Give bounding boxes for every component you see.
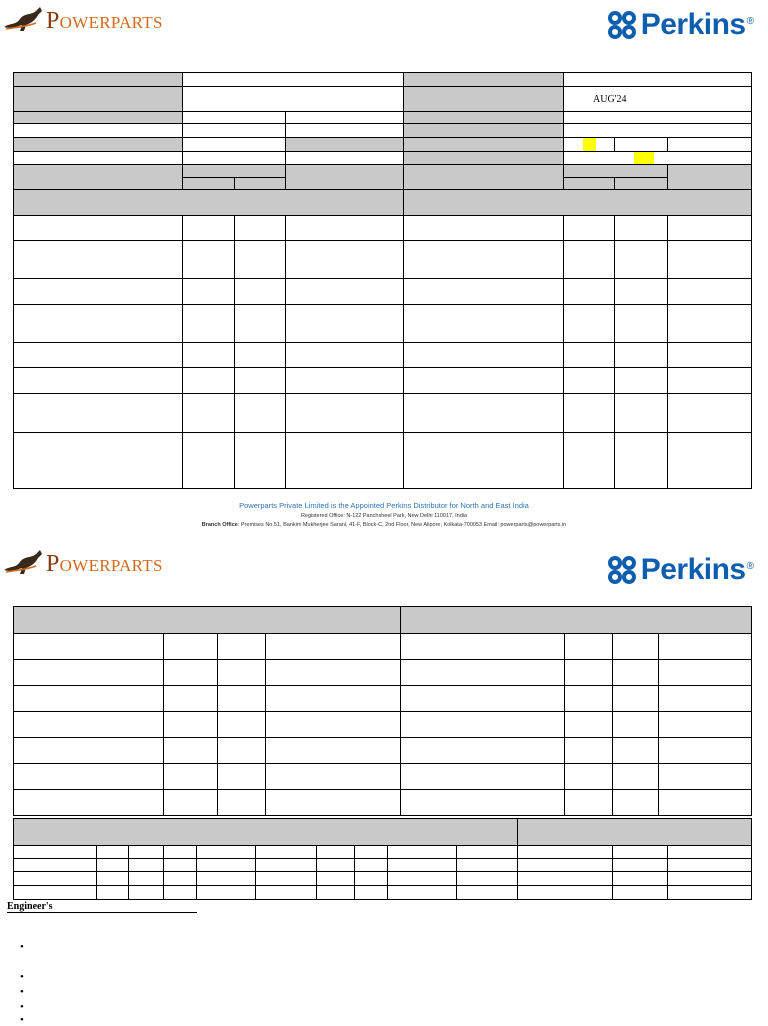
input-cell[interactable]	[14, 886, 97, 900]
input-cell[interactable]	[183, 394, 235, 433]
header-cell	[668, 165, 752, 190]
input-cell[interactable]	[286, 368, 404, 394]
input-cell[interactable]	[518, 859, 613, 872]
input-cell[interactable]	[668, 886, 752, 900]
input-cell[interactable]	[14, 241, 183, 279]
input-cell[interactable]	[401, 738, 565, 764]
input-cell[interactable]	[14, 738, 164, 764]
input-cell[interactable]	[564, 112, 752, 124]
section-header	[14, 607, 401, 634]
logo-wordmark: OWERPARTS	[59, 13, 163, 32]
input-cell[interactable]	[565, 790, 613, 816]
input-cell[interactable]	[14, 764, 164, 790]
input-cell[interactable]	[97, 886, 129, 900]
input-cell[interactable]	[457, 872, 518, 886]
input-cell[interactable]	[286, 394, 404, 433]
input-cell[interactable]	[14, 859, 97, 872]
input-cell[interactable]	[564, 152, 752, 165]
input-cell[interactable]	[286, 152, 404, 165]
input-cell[interactable]	[14, 634, 164, 660]
input-cell[interactable]	[388, 859, 457, 872]
input-cell[interactable]	[235, 241, 286, 279]
input-cell[interactable]	[564, 343, 615, 368]
input-cell[interactable]	[235, 394, 286, 433]
input-cell[interactable]	[317, 859, 355, 872]
input-cell[interactable]	[235, 343, 286, 368]
input-cell[interactable]	[659, 660, 752, 686]
input-cell[interactable]	[197, 846, 256, 859]
input-cell[interactable]	[286, 279, 404, 305]
input-cell[interactable]	[355, 872, 388, 886]
input-cell[interactable]	[183, 73, 404, 87]
input-cell[interactable]	[266, 686, 401, 712]
input-cell[interactable]	[564, 216, 615, 241]
input-cell[interactable]	[564, 241, 615, 279]
input-cell[interactable]	[457, 859, 518, 872]
input-cell[interactable]	[565, 712, 613, 738]
input-cell[interactable]	[164, 634, 218, 660]
input-cell[interactable]	[404, 279, 564, 305]
input-cell[interactable]	[14, 343, 183, 368]
input-cell[interactable]	[218, 738, 266, 764]
header-cell	[235, 178, 286, 190]
input-cell[interactable]	[286, 433, 404, 489]
input-cell[interactable]	[564, 368, 615, 394]
input-cell[interactable]	[668, 138, 752, 152]
input-cell[interactable]	[235, 305, 286, 343]
input-cell[interactable]	[401, 686, 565, 712]
input-cell[interactable]	[401, 764, 565, 790]
input-cell[interactable]	[183, 152, 286, 165]
input-cell[interactable]	[97, 846, 129, 859]
input-cell[interactable]	[355, 886, 388, 900]
input-cell[interactable]	[183, 87, 404, 112]
input-cell[interactable]	[183, 305, 235, 343]
input-cell[interactable]	[615, 216, 668, 241]
input-cell[interactable]	[668, 216, 752, 241]
header-cell	[286, 138, 404, 152]
input-cell[interactable]	[129, 886, 164, 900]
input-cell[interactable]	[404, 433, 564, 489]
input-cell[interactable]	[668, 368, 752, 394]
input-cell[interactable]	[197, 859, 256, 872]
input-cell[interactable]	[404, 305, 564, 343]
input-cell[interactable]	[668, 859, 752, 872]
input-cell[interactable]	[183, 368, 235, 394]
input-cell[interactable]	[668, 241, 752, 279]
header-cell	[183, 178, 235, 190]
perkins-logo	[607, 8, 754, 42]
input-cell[interactable]	[668, 343, 752, 368]
input-cell[interactable]	[317, 846, 355, 859]
input-cell[interactable]	[659, 712, 752, 738]
header-cell	[14, 165, 183, 190]
input-cell[interactable]	[235, 216, 286, 241]
header-cell	[404, 87, 564, 112]
input-cell[interactable]	[164, 859, 197, 872]
bullet-icon: •	[20, 986, 24, 998]
input-cell[interactable]	[286, 343, 404, 368]
header-cell	[404, 124, 564, 138]
input-cell[interactable]	[129, 846, 164, 859]
input-cell[interactable]	[613, 712, 659, 738]
input-cell[interactable]	[14, 394, 183, 433]
input-cell[interactable]	[286, 241, 404, 279]
input-cell[interactable]	[183, 433, 235, 489]
input-cell[interactable]	[564, 279, 615, 305]
input-cell[interactable]	[183, 112, 286, 124]
input-cell[interactable]	[564, 138, 615, 152]
input-cell[interactable]	[668, 394, 752, 433]
input-cell[interactable]	[164, 764, 218, 790]
input-cell[interactable]	[286, 216, 404, 241]
input-cell[interactable]	[164, 686, 218, 712]
powerparts-logo	[2, 5, 163, 35]
input-cell[interactable]	[564, 394, 615, 433]
input-cell[interactable]	[615, 305, 668, 343]
input-cell[interactable]	[613, 660, 659, 686]
registered-mark: ®	[746, 560, 754, 572]
input-cell[interactable]	[266, 764, 401, 790]
footer-branch-office	[0, 522, 768, 528]
header-cell	[615, 178, 668, 190]
input-cell[interactable]	[256, 846, 317, 859]
input-cell[interactable]	[14, 124, 183, 138]
engineer-label: Engineer's	[7, 901, 53, 912]
input-cell[interactable]	[564, 124, 752, 138]
input-cell[interactable]	[564, 73, 752, 87]
input-cell[interactable]	[613, 790, 659, 816]
input-cell[interactable]	[615, 279, 668, 305]
input-cell[interactable]	[518, 846, 613, 859]
perkins-infinity-icon	[607, 10, 637, 40]
input-cell[interactable]	[615, 241, 668, 279]
input-cell[interactable]	[164, 712, 218, 738]
header-cell	[404, 112, 564, 124]
input-cell[interactable]	[164, 886, 197, 900]
perkins-infinity-icon	[607, 555, 637, 585]
month-value: AUG'24	[564, 87, 752, 112]
input-cell[interactable]	[613, 634, 659, 660]
input-cell[interactable]	[659, 634, 752, 660]
horse-logo-icon	[2, 5, 46, 35]
header-cell	[404, 138, 564, 152]
registered-mark: ®	[746, 15, 754, 27]
footer-registered-office: Registered Office: N-122 Panchsheel Park, New Delhi 110017, India	[300, 513, 468, 519]
input-cell[interactable]	[164, 846, 197, 859]
header-cell	[14, 112, 183, 124]
input-cell[interactable]	[183, 343, 235, 368]
input-cell[interactable]	[388, 886, 457, 900]
input-cell[interactable]	[613, 764, 659, 790]
input-cell[interactable]	[14, 152, 183, 165]
input-cell[interactable]	[401, 634, 565, 660]
engineer-underline	[7, 912, 197, 913]
input-cell[interactable]	[286, 305, 404, 343]
input-cell[interactable]	[457, 846, 518, 859]
input-cell[interactable]	[564, 433, 615, 489]
input-cell[interactable]	[401, 712, 565, 738]
input-cell[interactable]	[14, 872, 97, 886]
input-cell[interactable]	[164, 790, 218, 816]
input-cell[interactable]	[256, 886, 317, 900]
header-cell	[404, 165, 564, 190]
input-cell[interactable]	[668, 872, 752, 886]
input-cell[interactable]	[317, 886, 355, 900]
input-cell[interactable]	[613, 886, 668, 900]
perkins-wordmark: Perkins	[640, 8, 746, 41]
header-cell	[14, 73, 183, 87]
input-cell[interactable]	[183, 216, 235, 241]
input-cell[interactable]	[317, 872, 355, 886]
input-cell[interactable]	[266, 790, 401, 816]
input-cell[interactable]	[615, 433, 668, 489]
input-cell[interactable]	[235, 433, 286, 489]
input-cell[interactable]	[404, 343, 564, 368]
bullet-icon: •	[20, 941, 24, 953]
input-cell[interactable]	[615, 343, 668, 368]
input-cell[interactable]	[518, 886, 613, 900]
input-cell[interactable]	[235, 368, 286, 394]
input-cell[interactable]	[14, 433, 183, 489]
section-header	[518, 819, 752, 846]
section-header	[14, 190, 404, 216]
bullet-icon: •	[20, 1014, 24, 1026]
header-cell	[564, 165, 668, 178]
input-cell[interactable]	[518, 872, 613, 886]
input-cell[interactable]	[14, 368, 183, 394]
input-cell[interactable]	[235, 279, 286, 305]
powerparts-logo-page2	[2, 548, 163, 578]
header-cell	[404, 73, 564, 87]
input-cell[interactable]	[668, 305, 752, 343]
input-cell[interactable]	[286, 124, 404, 138]
input-cell[interactable]	[404, 241, 564, 279]
input-cell[interactable]	[164, 660, 218, 686]
input-cell[interactable]	[129, 872, 164, 886]
input-cell[interactable]	[668, 279, 752, 305]
input-cell[interactable]	[14, 712, 164, 738]
input-cell[interactable]	[286, 112, 404, 124]
input-cell[interactable]	[218, 660, 266, 686]
highlight-mark	[634, 152, 654, 164]
input-cell[interactable]	[404, 216, 564, 241]
input-cell[interactable]	[14, 686, 164, 712]
logo-wordmark: OWERPARTS	[59, 556, 163, 575]
input-cell[interactable]	[613, 846, 668, 859]
input-cell[interactable]	[164, 738, 218, 764]
header-cell	[404, 152, 564, 165]
header-cell	[14, 87, 183, 112]
input-cell[interactable]	[197, 886, 256, 900]
page-footer	[0, 501, 768, 528]
input-cell[interactable]	[14, 846, 97, 859]
input-cell[interactable]	[218, 686, 266, 712]
header-cell	[183, 165, 286, 178]
inspection-table	[13, 606, 752, 816]
input-cell[interactable]	[256, 872, 317, 886]
input-cell[interactable]	[659, 764, 752, 790]
input-cell[interactable]	[613, 859, 668, 872]
input-cell[interactable]	[266, 738, 401, 764]
input-cell[interactable]	[266, 712, 401, 738]
input-cell[interactable]	[659, 686, 752, 712]
input-cell[interactable]	[164, 872, 197, 886]
section-header	[401, 607, 752, 634]
input-cell[interactable]	[218, 764, 266, 790]
input-cell[interactable]	[14, 305, 183, 343]
footer-branch-text: : Premises No.51, Bankim Mukherjee Sarani, 41-F, Block-C, 2nd Floor, New Alipore, Kolkata-700053 Email: powerparts@powerparts.in	[237, 522, 567, 528]
input-cell[interactable]	[183, 124, 286, 138]
input-cell[interactable]	[218, 712, 266, 738]
input-cell[interactable]	[266, 660, 401, 686]
input-cell[interactable]	[565, 686, 613, 712]
input-cell[interactable]	[256, 859, 317, 872]
bullet-icon: •	[20, 971, 24, 983]
input-cell[interactable]	[355, 846, 388, 859]
input-cell[interactable]	[218, 634, 266, 660]
input-cell[interactable]	[197, 872, 256, 886]
bullet-icon: •	[20, 1001, 24, 1013]
input-cell[interactable]	[659, 790, 752, 816]
input-cell[interactable]	[14, 660, 164, 686]
input-cell[interactable]	[565, 738, 613, 764]
input-cell[interactable]	[183, 279, 235, 305]
logo-first-letter: P	[46, 8, 60, 34]
input-cell[interactable]	[615, 368, 668, 394]
input-cell[interactable]	[355, 859, 388, 872]
service-report-table	[13, 72, 752, 489]
input-cell[interactable]	[613, 686, 659, 712]
input-cell[interactable]	[613, 738, 659, 764]
input-cell[interactable]	[668, 433, 752, 489]
section-header	[404, 190, 752, 216]
perkins-wordmark: Perkins	[640, 553, 746, 586]
perkins-logo-page2	[607, 553, 754, 587]
input-cell[interactable]	[401, 660, 565, 686]
input-cell[interactable]	[401, 790, 565, 816]
input-cell[interactable]	[183, 138, 286, 152]
footer-distributor-line: Powerparts Private Limited is the Appointed Perkins Distributor for North and East India	[239, 501, 529, 510]
input-cell[interactable]	[14, 790, 164, 816]
input-cell[interactable]	[668, 846, 752, 859]
input-cell[interactable]	[659, 738, 752, 764]
input-cell[interactable]	[388, 846, 457, 859]
parts-table	[13, 818, 752, 900]
input-cell[interactable]	[218, 790, 266, 816]
input-cell[interactable]	[183, 241, 235, 279]
input-cell[interactable]	[388, 872, 457, 886]
input-cell[interactable]	[615, 138, 668, 152]
highlight-mark	[583, 138, 596, 151]
input-cell[interactable]	[14, 216, 183, 241]
input-cell[interactable]	[564, 305, 615, 343]
input-cell[interactable]	[457, 886, 518, 900]
input-cell[interactable]	[129, 859, 164, 872]
section-header	[14, 819, 518, 846]
input-cell[interactable]	[404, 394, 564, 433]
logo-first-letter: P	[46, 551, 60, 577]
input-cell[interactable]	[613, 872, 668, 886]
input-cell[interactable]	[565, 764, 613, 790]
input-cell[interactable]	[97, 859, 129, 872]
input-cell[interactable]	[565, 634, 613, 660]
input-cell[interactable]	[97, 872, 129, 886]
footer-branch-label: Branch Office	[201, 522, 238, 528]
header-cell	[564, 178, 615, 190]
input-cell[interactable]	[565, 660, 613, 686]
input-cell[interactable]	[615, 394, 668, 433]
horse-logo-icon	[2, 548, 46, 578]
header-cell	[286, 165, 404, 190]
input-cell[interactable]	[266, 634, 401, 660]
input-cell[interactable]	[404, 368, 564, 394]
input-cell[interactable]	[14, 279, 183, 305]
header-cell	[14, 138, 183, 152]
